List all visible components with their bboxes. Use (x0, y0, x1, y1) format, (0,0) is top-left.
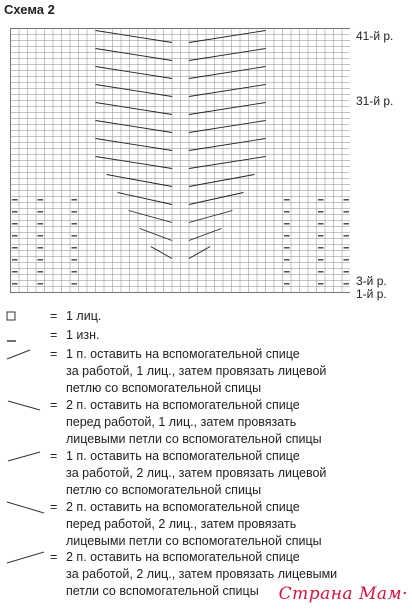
legend-text: 1 п. оставить на вспомогательной спице за работой, 1 лиц., затем провязать лицевой петлю со вспомогательной спицы (66, 347, 327, 395)
legend-text: 2 п. оставить на вспомогательной спице перед работой, 2 лиц., затем провязать лицевыми петли со вспомогательной спицы (66, 500, 322, 548)
short-diagonal-right-icon (4, 346, 44, 363)
empty-square-icon (4, 308, 44, 325)
purl-dash-icon (4, 327, 44, 344)
row-label-41: 41-й р. (356, 29, 394, 43)
legend-text: 1 изн. (66, 328, 100, 342)
legend-text: 2 п. оставить на вспомогательной спице за работой, 2 лиц., затем провязать лицевыми петли со вспомогательной спицы (66, 550, 338, 598)
wide-diagonal-left-icon (4, 499, 44, 516)
legend-text: 1 лиц. (66, 309, 102, 323)
legend-text: 1 п. оставить на вспомогательной спице за работой, 2 лиц., затем провязать лицевой петлю со вспомогательной спицы (66, 449, 327, 497)
watermark-logo: Страна Мам· (278, 584, 408, 604)
wide-diagonal-right-icon (4, 549, 44, 566)
chart-title: Схема 2 (4, 2, 55, 17)
row-label-1: 1-й р. (356, 287, 387, 301)
knitting-chart (10, 28, 350, 293)
row-label-3: 3-й р. (356, 274, 387, 288)
long-diagonal-right-icon (4, 448, 44, 465)
long-diagonal-left-icon (4, 397, 44, 414)
row-label-31: 31-й р. (356, 94, 394, 108)
legend-text: 2 п. оставить на вспомогательной спице перед работой, 1 лиц., затем провязать лицевыми петли со вспомогательной спицы (66, 398, 322, 446)
